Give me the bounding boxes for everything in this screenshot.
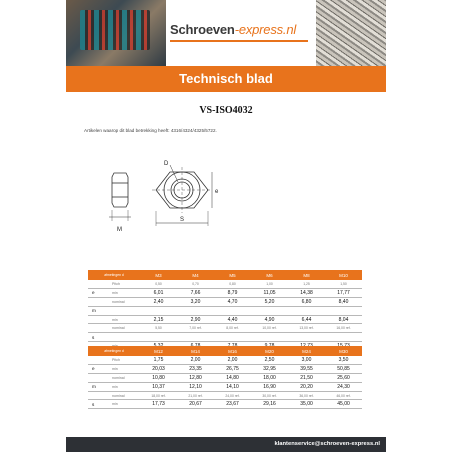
table-cell: 8,40 (325, 297, 362, 306)
table-row (88, 324, 362, 333)
table-cell: 8,79 (214, 288, 251, 297)
row-sublabel: nominal (110, 297, 140, 306)
header-photo-tools (66, 0, 166, 66)
size-header-cell: M8 (288, 270, 325, 280)
logo-main-text: Schroeven (170, 22, 235, 37)
table-cell: 5,50 (140, 324, 177, 333)
table-cell: 1,25 (288, 280, 325, 288)
row-sublabel: min (110, 315, 140, 324)
table-cell (140, 306, 177, 315)
dimension-table-m12-m30 (88, 346, 362, 409)
table-cell: 3,20 (177, 297, 214, 306)
size-header-cell: M10 (325, 270, 362, 280)
table-cell: 2,90 (177, 315, 214, 324)
row-sublabel: nominal (110, 373, 140, 382)
table-cell: 0,80 (214, 280, 251, 288)
drawing-label-d: D (164, 161, 169, 167)
table-cell: 2,15 (140, 315, 177, 324)
table-cell: 5,20 (251, 297, 288, 306)
table-cell: 46,00 ref. (325, 391, 362, 400)
table-cell: 14,38 (288, 288, 325, 297)
table-row (88, 400, 362, 409)
table-cell (177, 333, 214, 342)
row-symbol (88, 280, 110, 288)
table-cell: 10,00 ref. (251, 324, 288, 333)
table-cell: 2,40 (140, 297, 177, 306)
row-sublabel: min (110, 382, 140, 391)
table-cell: 12,80 (177, 373, 214, 382)
table-cell: 6,44 (288, 315, 325, 324)
table-cell: 18,00 (251, 373, 288, 382)
size-header-cell: M20 (251, 346, 288, 356)
table-row (88, 382, 362, 391)
table-cell: 30,00 ref. (251, 391, 288, 400)
dimension-table-m3-m10 (88, 270, 362, 351)
table-cell (288, 333, 325, 342)
technical-sheet-page (66, 0, 386, 452)
row-symbol (88, 324, 110, 333)
table-cell: 11,05 (251, 288, 288, 297)
table-cell: 45,00 (325, 400, 362, 409)
table-cell: 2,00 (214, 356, 251, 364)
table-cell: 4,90 (251, 315, 288, 324)
size-header-cell: M4 (177, 270, 214, 280)
row-sublabel: min (110, 288, 140, 297)
table-cell: 14,10 (214, 382, 251, 391)
table-header-label: afmetingen d (88, 270, 140, 280)
table-header-row (88, 270, 362, 280)
table-row (88, 315, 362, 324)
table-cell: 24,30 (325, 382, 362, 391)
table-cell: 2,50 (251, 356, 288, 364)
table-cell: 1,00 (251, 280, 288, 288)
row-sublabel: min (110, 364, 140, 373)
row-sublabel: Pitch (110, 356, 140, 364)
table-cell: 32,95 (251, 364, 288, 373)
table-cell: 2,00 (177, 356, 214, 364)
table-cell (288, 306, 325, 315)
table-cell: 0,70 (177, 280, 214, 288)
row-sublabel: nominal (110, 324, 140, 333)
table-cell (251, 306, 288, 315)
table-cell: 50,85 (325, 364, 362, 373)
table-cell (177, 306, 214, 315)
size-header-cell: M16 (214, 346, 251, 356)
table-cell: 18,00 ref. (140, 391, 177, 400)
table-cell: 17,77 (325, 288, 362, 297)
table-cell: 8,04 (325, 315, 362, 324)
size-header-cell: M5 (214, 270, 251, 280)
table-cell (214, 306, 251, 315)
row-sublabel (110, 333, 140, 342)
table-cell: 39,55 (288, 364, 325, 373)
table-cell: 3,00 (288, 356, 325, 364)
table-cell: 14,80 (214, 373, 251, 382)
row-symbol (88, 356, 110, 364)
row-sublabel (110, 306, 140, 315)
table-row (88, 306, 362, 315)
table-cell (325, 306, 362, 315)
brand-logo[interactable] (166, 0, 316, 66)
table-cell: 26,75 (214, 364, 251, 373)
document-note: Artikelen waarop dit blad betrekking heeft: 4316/4324/4325/5722. (84, 128, 217, 133)
table-header-row (88, 346, 362, 356)
row-symbol: s (88, 333, 110, 342)
footer-email-link[interactable]: klantenservice@schroeven-express.nl (274, 441, 380, 447)
header-photo-screws (316, 0, 386, 66)
table-cell: 35,00 (288, 400, 325, 409)
table-cell: 36,00 ref. (288, 391, 325, 400)
table-cell: 23,67 (214, 400, 251, 409)
size-header-cell: M30 (325, 346, 362, 356)
table-cell: 8,00 ref. (214, 324, 251, 333)
table-cell: 4,70 (214, 297, 251, 306)
row-symbol (88, 297, 110, 306)
table-cell: 3,50 (325, 356, 362, 364)
table-row (88, 333, 362, 342)
table-cell: 6,80 (288, 297, 325, 306)
table-cell (214, 333, 251, 342)
table-row (88, 280, 362, 288)
table-row (88, 364, 362, 373)
size-header-cell: M12 (140, 346, 177, 356)
table-cell: 23,35 (177, 364, 214, 373)
row-symbol: e (88, 288, 110, 297)
size-header-cell: M14 (177, 346, 214, 356)
table-row (88, 288, 362, 297)
logo-underline (170, 40, 308, 42)
table-cell: 10,80 (140, 373, 177, 382)
table-cell: 1,50 (325, 280, 362, 288)
table-header-label: afmetingen d (88, 346, 140, 356)
table-cell: 12,10 (177, 382, 214, 391)
table-cell: 10,37 (140, 382, 177, 391)
table-cell: 24,00 ref. (214, 391, 251, 400)
table-cell: 21,50 (288, 373, 325, 382)
table-cell (140, 333, 177, 342)
table-cell: 17,73 (140, 400, 177, 409)
table-cell: 25,60 (325, 373, 362, 382)
table-row (88, 356, 362, 364)
table-cell: 7,00 ref. (177, 324, 214, 333)
table-cell: 16,90 (251, 382, 288, 391)
table-cell: 20,20 (288, 382, 325, 391)
drawing-label-m: M (117, 227, 122, 233)
table-cell: 13,00 ref. (288, 324, 325, 333)
table-cell: 0,50 (140, 280, 177, 288)
table-cell: 20,03 (140, 364, 177, 373)
row-symbol: m (88, 306, 110, 315)
row-symbol: s (88, 400, 110, 409)
size-header-cell: M6 (251, 270, 288, 280)
table-cell (251, 333, 288, 342)
row-symbol (88, 315, 110, 324)
table-row (88, 297, 362, 306)
size-header-cell: M3 (140, 270, 177, 280)
table-cell: 21,00 ref. (177, 391, 214, 400)
row-symbol: e (88, 364, 110, 373)
table-row (88, 373, 362, 382)
table-cell: 16,00 ref. (325, 324, 362, 333)
table-cell (325, 333, 362, 342)
document-title: VS-ISO4032 (199, 105, 253, 116)
row-sublabel: nominal (110, 391, 140, 400)
row-symbol (88, 391, 110, 400)
table-cell: 20,67 (177, 400, 214, 409)
row-symbol: m (88, 382, 110, 391)
table-row (88, 391, 362, 400)
drawing-label-s: S (180, 217, 185, 223)
row-sublabel: min (110, 400, 140, 409)
table-cell: 6,01 (140, 288, 177, 297)
row-sublabel: Pitch (110, 280, 140, 288)
size-header-cell: M24 (288, 346, 325, 356)
table-cell: 7,66 (177, 288, 214, 297)
hex-nut-drawing (96, 155, 266, 233)
drawing-label-e: e (215, 189, 219, 195)
logo-accent-text: -express.nl (234, 22, 297, 37)
footer-bar (66, 437, 386, 452)
table-cell: 29,16 (251, 400, 288, 409)
table-cell: 1,75 (140, 356, 177, 364)
table-cell: 4,40 (214, 315, 251, 324)
row-symbol (88, 373, 110, 382)
section-banner: Technisch blad (66, 66, 386, 92)
